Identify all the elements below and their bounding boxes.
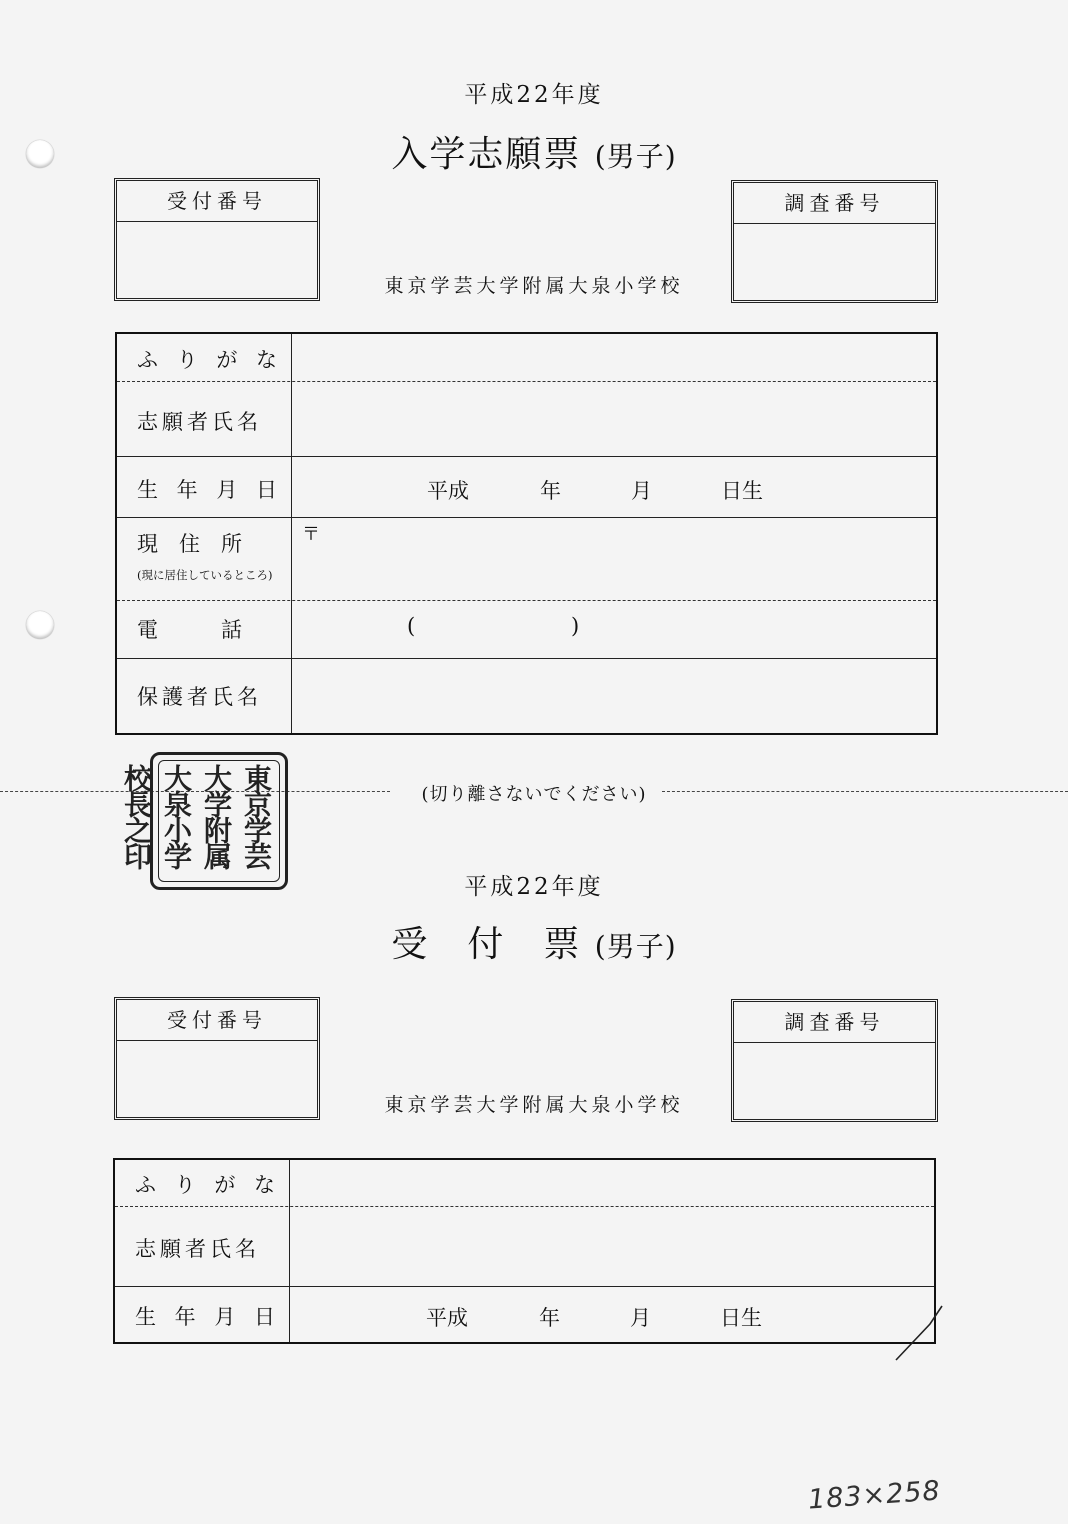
- seal-column-1: 東京学芸: [240, 764, 273, 868]
- birth-era: 平成: [427, 479, 469, 503]
- label-birthdate: 生 年 月 日: [137, 478, 284, 502]
- seal-column-2: 大学附属: [200, 764, 233, 868]
- label-furigana: ふ り が な: [137, 348, 284, 372]
- birth-day-unit: 日生: [721, 479, 763, 503]
- row-address: [117, 518, 936, 601]
- row-phone: [117, 601, 936, 659]
- receipt-title-text: 受 付 票: [391, 924, 582, 965]
- seal-column-4: 校長之印: [120, 764, 153, 868]
- receipt-birth-era: 平成: [426, 1306, 468, 1330]
- pen-stroke: [896, 1306, 942, 1360]
- school-name: 東京学芸大学附属大泉小学校: [384, 275, 684, 297]
- application-title-text: 入学志願票: [391, 134, 582, 175]
- corner-pen-mark: [890, 1302, 950, 1364]
- row-furigana: [117, 334, 936, 382]
- receipt-title: [0, 916, 1068, 967]
- phone-paren-open: (: [407, 614, 416, 638]
- receipt-gender: (男子): [594, 930, 677, 963]
- receipt-school-name: 東京学芸大学附属大泉小学校: [384, 1094, 684, 1116]
- label-guardian-name: 保護者氏名: [137, 685, 262, 709]
- receipt-label-applicant-name: 志願者氏名: [135, 1237, 260, 1261]
- receipt-birth-year-unit: 年: [539, 1306, 560, 1330]
- receipt-row-furigana: [115, 1160, 934, 1207]
- receipt-birth-day-unit: 日生: [720, 1306, 762, 1330]
- row-birthdate: [117, 457, 936, 518]
- receipt-label-birthdate: 生 年 月 日: [135, 1305, 282, 1329]
- receipt-year: 平成22年度: [464, 874, 604, 900]
- receipt-label-furigana: ふ り が な: [135, 1173, 282, 1197]
- application-title: [0, 126, 1068, 177]
- receipt-row-applicant-name: [115, 1207, 934, 1287]
- seal-text: [120, 764, 276, 878]
- label-applicant-name: 志願者氏名: [137, 410, 262, 434]
- application-gender: (男子): [594, 140, 677, 173]
- label-phone: 電 話: [137, 618, 242, 642]
- phone-paren-close: ): [571, 614, 580, 638]
- row-applicant-name: [117, 382, 936, 457]
- handwritten-size-note: 183×258: [807, 1475, 942, 1516]
- receipt-form-table: [113, 1158, 936, 1344]
- binder-hole-bottom: [26, 611, 54, 639]
- receipt-number-label: 受付番号: [117, 181, 317, 222]
- receipt-slip-number-label: 受付番号: [117, 1000, 317, 1041]
- application-year: 平成22年度: [464, 82, 604, 108]
- application-form-table: [115, 332, 938, 735]
- cut-notice: (切り離さないでください): [421, 784, 647, 805]
- birth-year-unit: 年: [540, 479, 561, 503]
- seal-column-3: 大泉小学: [160, 764, 193, 868]
- survey-number-label: 調査番号: [734, 183, 935, 224]
- receipt-row-birthdate: [115, 1287, 934, 1342]
- receipt-slip-survey-label: 調査番号: [734, 1002, 935, 1043]
- birth-month-unit: 月: [631, 479, 652, 503]
- row-guardian-name: [117, 659, 936, 733]
- postal-mark: 〒: [302, 524, 320, 545]
- receipt-birth-month-unit: 月: [630, 1306, 651, 1330]
- label-address-note: (現に居住しているところ): [137, 568, 273, 582]
- label-address: 現 住 所: [137, 532, 242, 556]
